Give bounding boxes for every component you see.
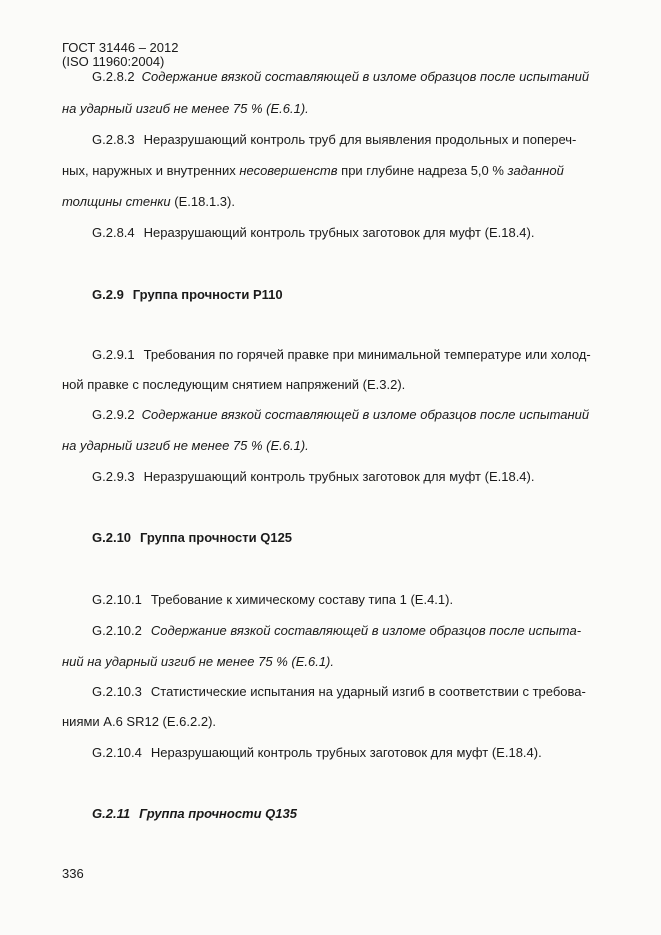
clause-text: Неразрушающий контроль трубных заготовок для муфт (E.18.4). [150,745,542,760]
clause-text: Неразрушающий контроль трубных заготовок для муфт (E.18.4). [143,469,535,484]
clause-text: ных, наружных и внутренних [62,163,240,178]
clause-g2-9-2-line1 [92,407,589,423]
heading-number: G.2.10 [92,530,132,545]
clause-number: G.2.10.2 [92,623,142,638]
clause-text: Неразрушающий контроль трубных заготовок для муфт (E.18.4). [143,225,535,240]
clause-g2-8-2-line1 [92,69,589,85]
clause-g2-10-1 [92,592,453,608]
heading-text: Группа прочности Q135 [139,806,297,821]
clause-g2-9-1-line1 [92,347,591,363]
clause-text-italic: толщины стенки [62,194,171,209]
clause-g2-10-4 [92,745,542,761]
clause-number: G.2.10.3 [92,684,142,699]
heading-number: G.2.9 [92,287,124,302]
heading-text: Группа прочности Q125 [140,530,293,545]
clause-text: (E.18.1.3). [170,194,235,209]
section-heading-g2-10 [92,530,292,546]
clause-g2-8-3-line3 [62,194,235,210]
clause-number: G.2.8.4 [92,225,135,240]
clause-text: Содержание вязкой составляющей в изломе образцов после испытаний [141,407,590,422]
clause-text-italic: заданной [507,163,564,178]
clause-g2-9-3 [92,469,534,485]
clause-text: Неразрушающий контроль труб для выявления продольных и попереч- [143,132,577,147]
clause-number: G.2.10.1 [92,592,142,607]
clause-text: Требование к химическому составу типа 1 (E.4.1). [150,592,454,607]
clause-text: Статистические испытания на ударный изгиб в соответствии с требова- [150,684,586,699]
clause-g2-8-4 [92,225,534,241]
clause-number: G.2.9.3 [92,469,135,484]
clause-text: Содержание вязкой составляющей в изломе образцов после испыта- [150,623,582,638]
clause-number: G.2.8.2 [92,69,135,84]
clause-number: G.2.9.2 [92,407,135,422]
clause-number: G.2.9.1 [92,347,135,362]
clause-g2-10-3-line1 [92,684,586,700]
clause-g2-8-3-line1 [92,132,576,148]
page-number: 336 [62,866,84,881]
heading-text: Группа прочности P110 [132,287,283,302]
clause-g2-8-2-line2: на ударный изгиб не менее 75 % (E.6.1). [62,101,309,116]
iso-reference: (ISO 11960:2004) [62,54,165,69]
clause-g2-8-3-line2 [62,163,564,179]
clause-text: Содержание вязкой составляющей в изломе образцов после испытаний [141,69,590,84]
clause-text: при глубине надреза 5,0 % [337,163,508,178]
clause-number: G.2.8.3 [92,132,135,147]
clause-g2-9-2-line2: на ударный изгиб не менее 75 % (E.6.1). [62,438,309,453]
clause-number: G.2.10.4 [92,745,142,760]
heading-number: G.2.11 [92,806,131,821]
clause-g2-10-2-line1 [92,623,581,639]
clause-text: Требования по горячей правке при минимальной температуре или холод- [143,347,591,362]
clause-g2-10-3-line2: ниями A.6 SR12 (E.6.2.2). [62,714,217,729]
clause-g2-9-1-line2: ной правке с последующим снятием напряжений (E.3.2). [62,377,406,392]
standard-designation: ГОСТ 31446 – 2012 [62,40,179,55]
section-heading-g2-9 [92,287,283,303]
section-heading-g2-11 [92,806,297,822]
clause-g2-10-2-line2: ний на ударный изгиб не менее 75 % (E.6.1). [62,654,334,669]
clause-text-italic: несовершенств [239,163,338,178]
